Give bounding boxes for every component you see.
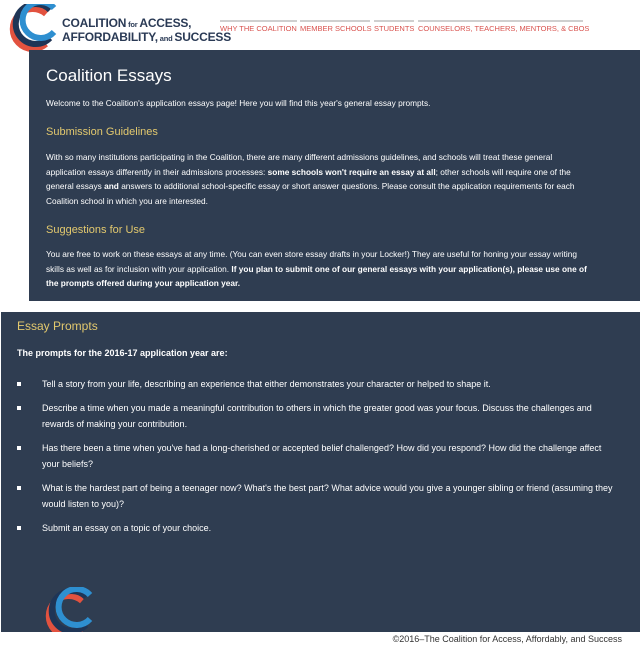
intro-text: Welcome to the Coalition's application essays page! Here you will find this year's general essay prompts. (46, 98, 431, 108)
section-divider (0, 301, 642, 312)
prompt-text: What is the hardest part of being a teenager now? What's the best part? What advice would you give a younger sibling or friend (assuming they would listen to you)? (42, 483, 613, 509)
bullet-icon (17, 406, 21, 410)
prompts-panel (1, 312, 640, 632)
nav-counselors[interactable]: COUNSELORS, TEACHERS, MENTORS, & CBOS (418, 20, 583, 38)
nav-member-schools[interactable]: MEMBER SCHOOLS (300, 20, 370, 38)
prompts-lead: The prompts for the 2016-17 application year are: (17, 348, 228, 358)
brand-name[interactable]: COALITION for ACCESS, AFFORDABILITY, and SUCCESS (62, 16, 232, 44)
prompt-text: Tell a story from your life, describing an experience that either demonstrates your character or helped to shape it. (42, 379, 491, 389)
prompt-text: Describe a time when you made a meaningful contribution to others in which the greater good was your focus. Discuss the challenges and rewards of making your contribution. (42, 403, 592, 429)
coalition-logo-icon[interactable] (6, 4, 62, 52)
site-header (0, 0, 642, 50)
prompt-text: Submit an essay on a topic of your choice. (42, 523, 212, 533)
guidelines-text: With so many institutions participating in the Coalition, there are many different admissions guidelines, and schools will treat these general application essays differently in their admissions processes: some schools won't require an essay at all; other schools will require one of the general essays and answers to additional school-specific essay or short answer questions. Please consult the application requirements for each Coalition school in which you are interested. (46, 152, 575, 206)
prompt-text: Has there been a time when you've had a long-cherished or accepted belief challenged? How did you respond? How did the challenge affect your beliefs? (42, 443, 602, 469)
suggestions-text: You are free to work on these essays at any time. (You can even store essay drafts in your Locker!) They are useful for honing your essay writing skills as well as for inclusion with your application. If you plan to submit one of our general essays with your application(s), please use one of the prompts offered during your application year. (46, 249, 587, 288)
essays-panel (29, 50, 640, 301)
guidelines-heading: Submission Guidelines (46, 126, 158, 138)
nav-why-coalition[interactable]: WHY THE COALITION (220, 20, 297, 38)
bullet-icon (17, 382, 21, 386)
page-title: Coalition Essays (46, 66, 172, 85)
bullet-icon (17, 446, 21, 450)
prompts-title: Essay Prompts (17, 319, 98, 333)
bullet-icon (17, 486, 21, 490)
bullet-icon (17, 526, 21, 530)
main-nav (220, 20, 642, 36)
site-footer (0, 632, 642, 649)
coalition-logo-icon (44, 587, 100, 637)
nav-students[interactable]: STUDENTS (374, 20, 414, 38)
suggestions-heading: Suggestions for Use (46, 224, 146, 236)
copyright-text: ©2016–The Coalition for Access, Affordably, and Success (392, 634, 622, 644)
